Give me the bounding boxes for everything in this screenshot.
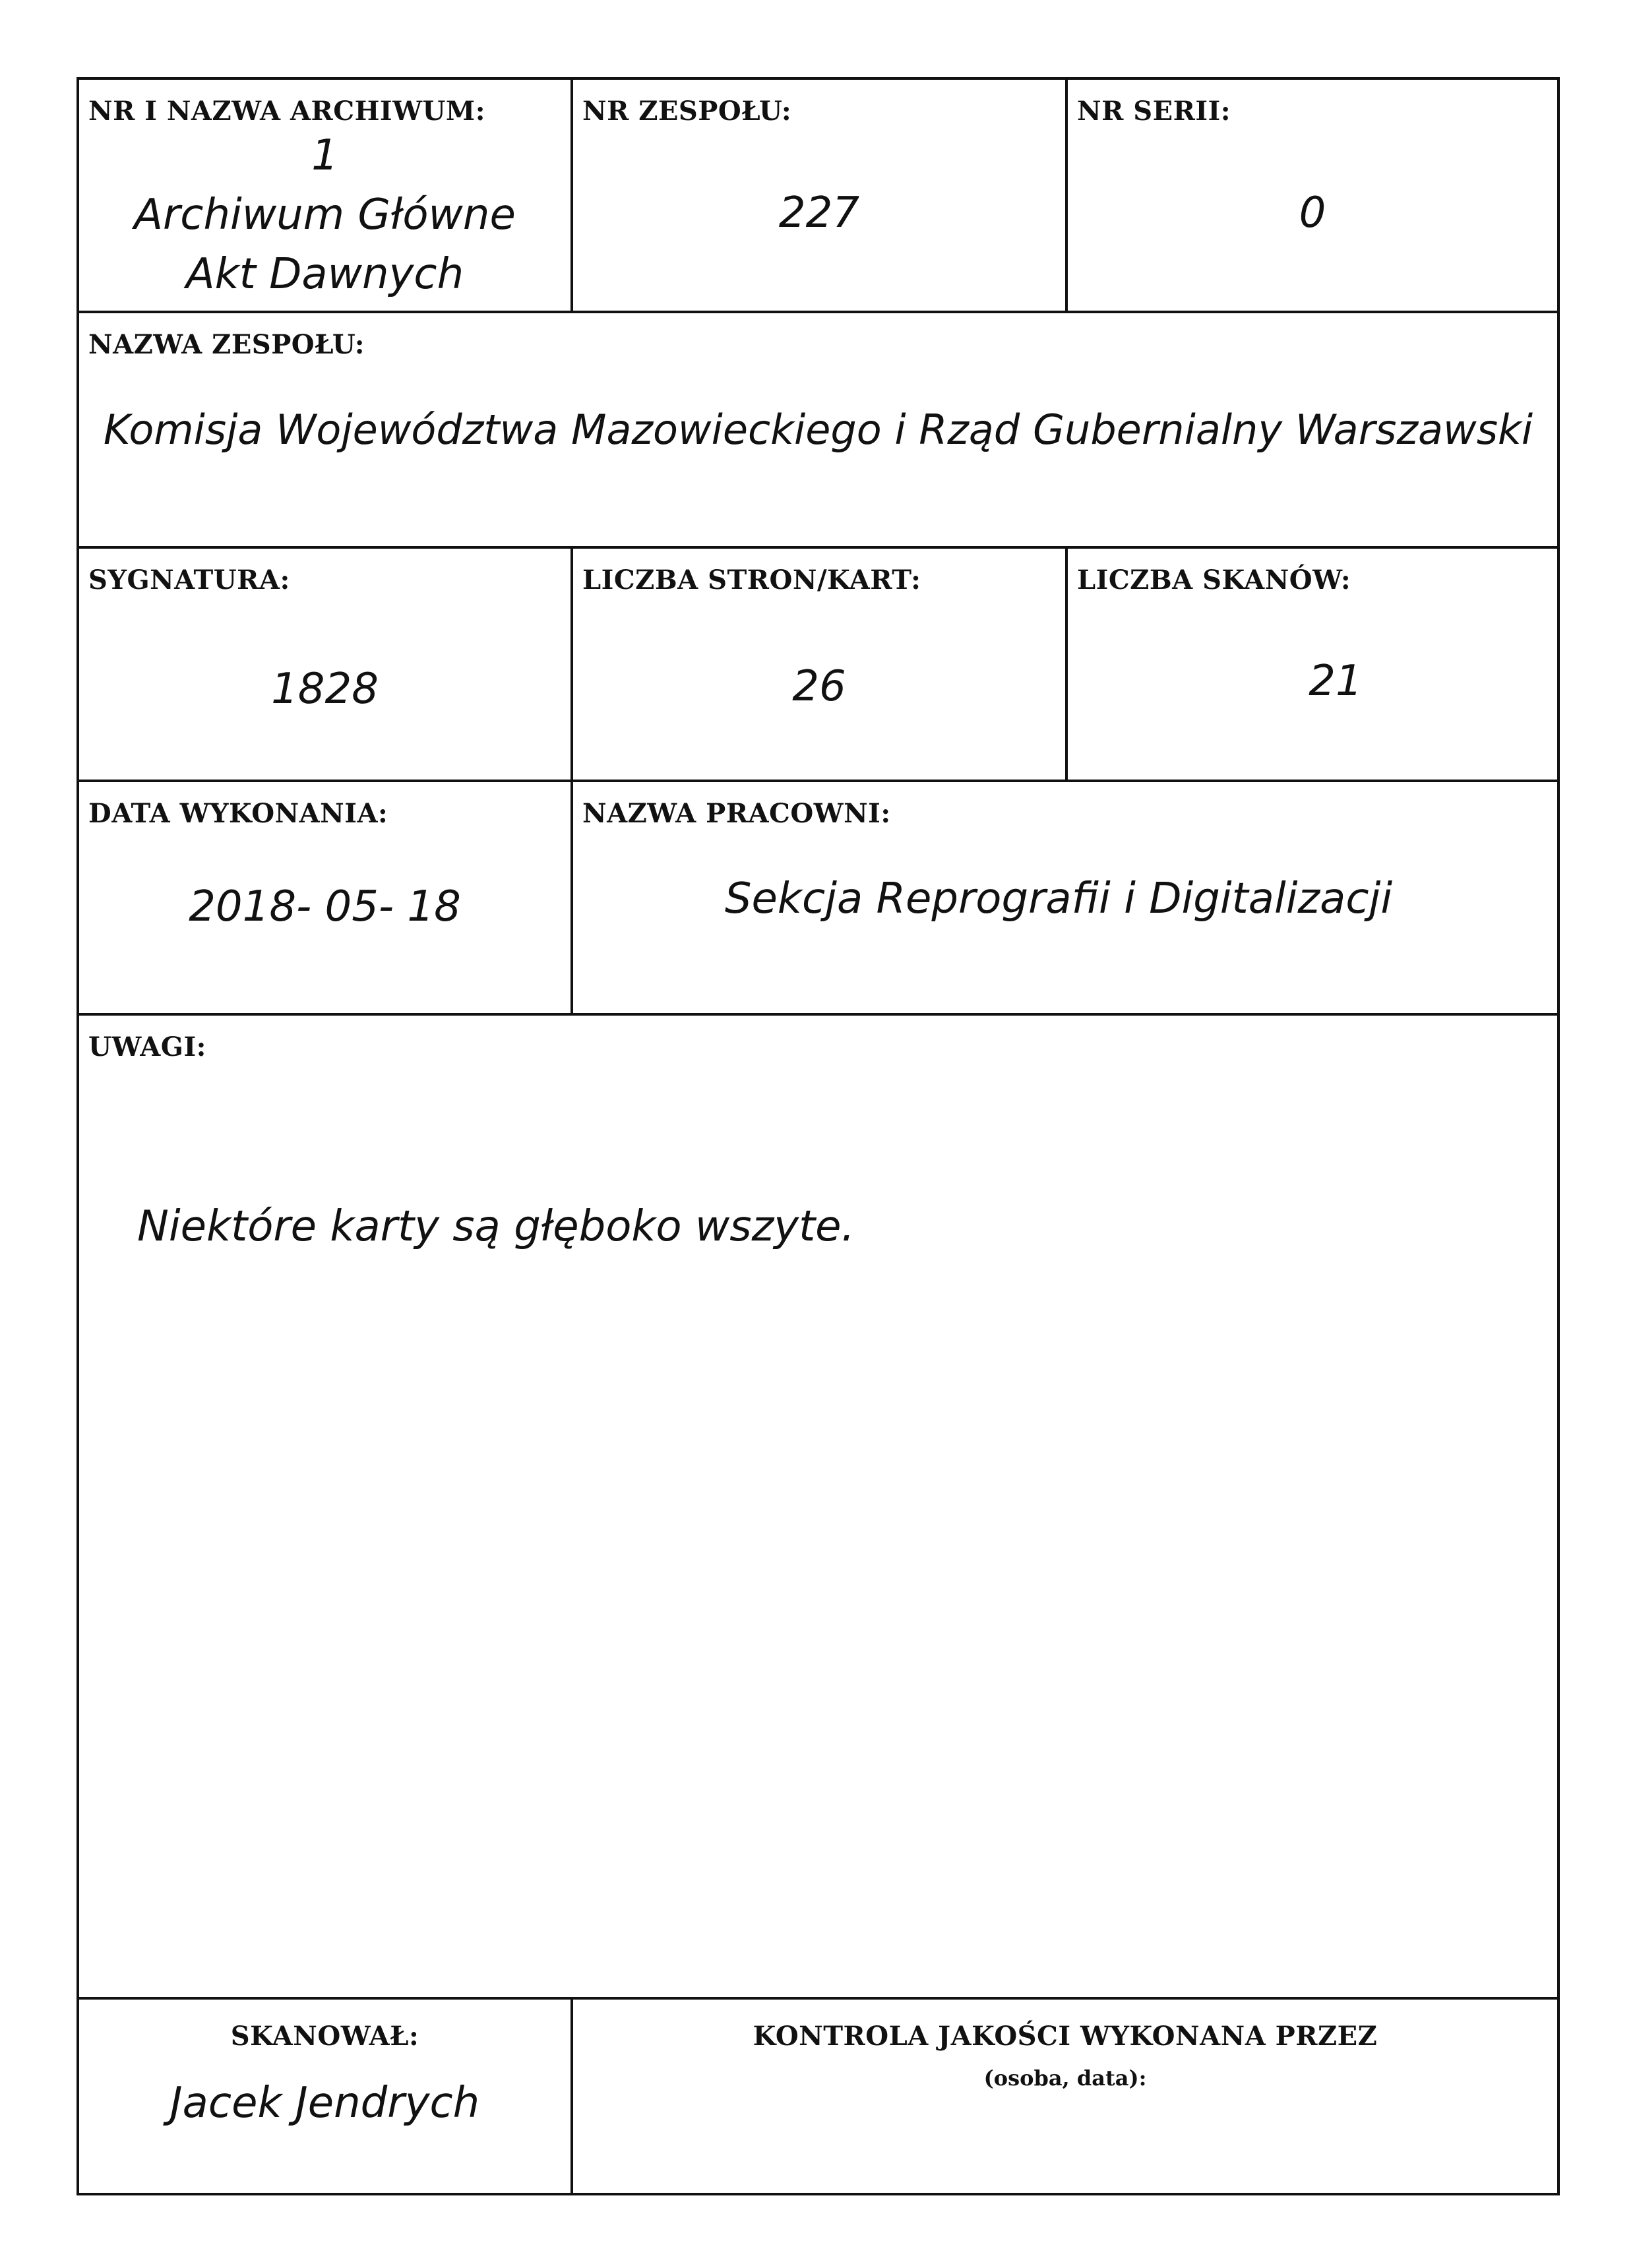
fond-number-cell bbox=[573, 80, 1065, 311]
metrics-form bbox=[77, 77, 1560, 2195]
execution-date-value: 2018- 05- 18 bbox=[189, 882, 461, 931]
border-bottom bbox=[77, 2193, 1560, 2195]
signature-value: 1828 bbox=[271, 665, 379, 714]
series-number-value: 0 bbox=[1299, 189, 1326, 237]
signature-cell bbox=[79, 549, 571, 780]
scans-count-value: 21 bbox=[1309, 657, 1363, 706]
workshop-value: Sekcja Reprografii i Digitalizacji bbox=[724, 874, 1393, 923]
notes-cell bbox=[79, 1016, 1557, 1997]
scanned-by-cell bbox=[79, 2000, 571, 2193]
fond-name-value: Komisja Województwa Mazowieckiego i Rząd Gubernialny Warszawski bbox=[103, 406, 1533, 454]
pages-count-cell bbox=[573, 549, 1065, 780]
border-right bbox=[1557, 77, 1560, 2195]
notes-value: Niektóre karty są głęboko wszyte. bbox=[137, 1202, 855, 1251]
fond-number-label: NR ZESPOŁU: bbox=[582, 96, 792, 127]
pages-count-value: 26 bbox=[792, 662, 846, 711]
pages-count-label: LICZBA STRON/KART: bbox=[582, 565, 921, 596]
scans-count-cell bbox=[1068, 549, 1557, 780]
series-number-cell bbox=[1068, 80, 1557, 311]
archive-number: 1 bbox=[311, 131, 338, 180]
scanned-by-value: Jacek Jendrych bbox=[170, 2079, 480, 2128]
signature-label: SYGNATURA: bbox=[88, 565, 290, 596]
archive-cell bbox=[79, 80, 571, 311]
quality-control-label: KONTROLA JAKOŚCI WYKONANA PRZEZ bbox=[753, 2021, 1378, 2052]
workshop-cell bbox=[573, 782, 1557, 1013]
archive-name-line2: Akt Dawnych bbox=[185, 250, 464, 299]
fond-name-label: NAZWA ZESPOŁU: bbox=[88, 329, 365, 360]
series-number-label: NR SERII: bbox=[1077, 96, 1231, 127]
archive-label: NR I NAZWA ARCHIWUM: bbox=[88, 96, 485, 127]
scanned-by-label: SKANOWAŁ: bbox=[230, 2021, 419, 2052]
fond-number-value: 227 bbox=[778, 189, 860, 237]
quality-control-cell bbox=[573, 2000, 1557, 2193]
quality-control-sublabel: (osoba, data): bbox=[983, 2066, 1147, 2091]
workshop-label: NAZWA PRACOWNI: bbox=[582, 798, 891, 829]
execution-date-label: DATA WYKONANIA: bbox=[88, 798, 388, 829]
archive-name-line1: Archiwum Główne bbox=[134, 191, 516, 239]
notes-label: UWAGI: bbox=[88, 1031, 206, 1062]
execution-date-cell bbox=[79, 782, 571, 1013]
scans-count-label: LICZBA SKANÓW: bbox=[1077, 565, 1351, 596]
fond-name-cell bbox=[79, 313, 1557, 546]
